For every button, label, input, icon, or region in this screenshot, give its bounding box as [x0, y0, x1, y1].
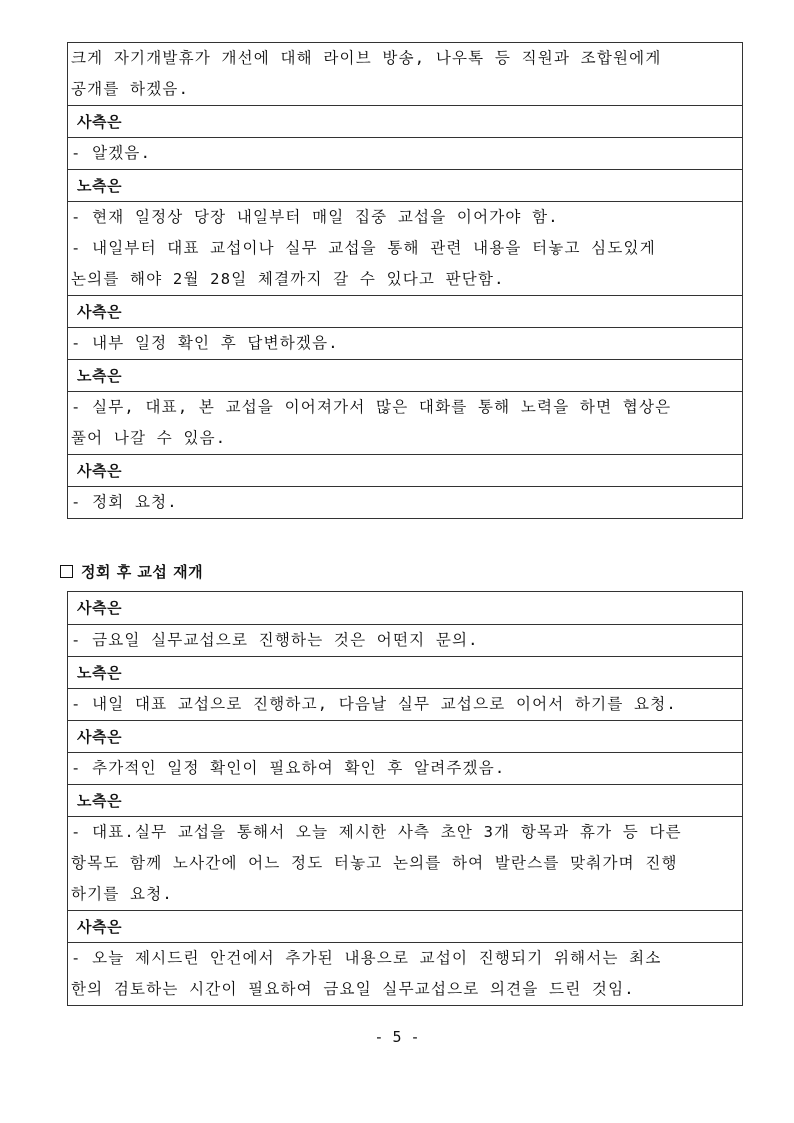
statement-line: 항목도 함께 노사간에 어느 정도 터놓고 논의를 하여 발란스를 맞춰가며 진행 [71, 854, 678, 872]
statement-line: - 대표.실무 교섭을 통해서 오늘 제시한 사측 초안 3개 항목과 휴가 등 다른 [71, 823, 682, 841]
transcript-table-1 [67, 42, 743, 519]
statement-cell [68, 327, 742, 359]
statement-line: 크게 자기개발휴가 개선에 대해 라이브 방송, 나우톡 등 직원과 조합원에게 [71, 49, 662, 67]
statement-cell [68, 137, 742, 169]
statement-line: - 내부 일정 확인 후 답변하겠음. [71, 334, 339, 352]
statement-line: 한의 검토하는 시간이 필요하여 금요일 실무교섭으로 의견을 드린 것임. [71, 980, 635, 998]
statement-line: - 실무, 대표, 본 교섭을 이어져가서 많은 대화를 통해 노력을 하면 협상은 [71, 398, 672, 416]
transcript-table-2 [67, 591, 743, 1006]
statement-line: - 내일 대표 교섭으로 진행하고, 다음날 실무 교섭으로 이어서 하기를 요청. [71, 695, 677, 713]
page-number: - 5 - [374, 1028, 420, 1046]
statement-line: - 현재 일정상 당장 내일부터 매일 집중 교섭을 이어가야 함. [71, 208, 559, 226]
section-heading-text: 정회 후 교섭 재개 [81, 563, 204, 581]
speaker-label: 사측은 [68, 910, 742, 942]
speaker-label: 노측은 [68, 169, 742, 201]
speaker-label: 사측은 [68, 454, 742, 486]
statement-cell [68, 391, 742, 454]
statement-line: - 정회 요청. [71, 493, 178, 511]
statement-line: - 알겠음. [71, 144, 152, 162]
speaker-label: 사측은 [68, 720, 742, 752]
statement-line: 하기를 요청. [71, 885, 173, 903]
speaker-label: 노측은 [68, 359, 742, 391]
speaker-label: 사측은 [77, 599, 122, 617]
speaker-label: 노측은 [68, 656, 742, 688]
speaker-label: 노측은 [68, 784, 742, 816]
statement-cell [68, 624, 742, 656]
statement-line: - 금요일 실무교섭으로 진행하는 것은 어떤지 문의. [71, 631, 479, 649]
statement-line: 공개를 하겠음. [71, 80, 190, 98]
statement-line: - 내일부터 대표 교섭이나 실무 교섭을 통해 관련 내용을 터놓고 심도있게 [71, 239, 656, 257]
checkbox-square-icon [60, 565, 73, 578]
statement-line: 풀어 나갈 수 있음. [71, 429, 227, 447]
statement-cell [68, 43, 742, 105]
statement-line: - 추가적인 일정 확인이 필요하여 확인 후 알려주겠음. [71, 759, 506, 777]
statement-cell [68, 942, 742, 1005]
statement-cell [68, 486, 742, 518]
statement-cell [68, 201, 742, 295]
statement-cell [68, 816, 742, 910]
statement-line: - 오늘 제시드린 안건에서 추가된 내용으로 교섭이 진행되기 위해서는 최소 [71, 949, 662, 967]
statement-cell [68, 752, 742, 784]
section-heading [60, 561, 203, 583]
speaker-label: 사측은 [68, 105, 742, 137]
speaker-label: 사측은 [68, 295, 742, 327]
statement-line: 논의를 해야 2월 28일 체결까지 갈 수 있다고 판단함. [71, 270, 505, 288]
statement-cell [68, 688, 742, 720]
